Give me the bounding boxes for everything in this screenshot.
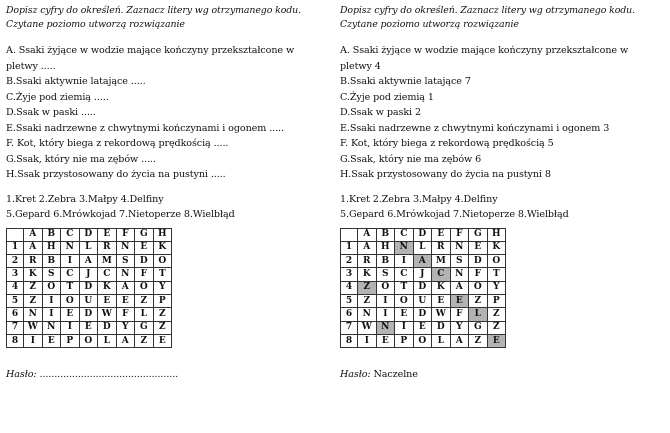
grid-cell: D	[413, 308, 432, 321]
grid-cell: O	[61, 294, 80, 307]
answer-blank: .....	[130, 76, 146, 87]
grid-cell: I	[358, 334, 377, 347]
options-list	[340, 192, 666, 223]
grid-cell: C	[98, 268, 117, 281]
question-text: C.Żyje pod ziemią	[6, 91, 91, 103]
grid-column-header: G	[469, 228, 488, 241]
grid-cell: N	[450, 268, 469, 281]
grid-cell: Y	[116, 321, 135, 334]
grid-column-header: H	[487, 228, 506, 241]
grid-column-header: C	[61, 228, 80, 241]
answer-number: 6	[475, 153, 482, 165]
question-text: F. Kot, który biega z rekordową prędkością	[340, 138, 545, 149]
grid-cell: E	[116, 294, 135, 307]
question-text: pletwy	[340, 60, 372, 72]
question-item	[340, 167, 666, 183]
grid-cell: Z	[24, 281, 43, 294]
worksheet	[6, 4, 328, 383]
grid-cell: E	[98, 294, 117, 307]
grid-cell: R	[98, 241, 117, 254]
question-item	[340, 121, 666, 137]
grid-cell: O	[469, 281, 488, 294]
grid-cell: I	[61, 255, 80, 268]
grid-cell: E	[153, 334, 172, 347]
grid-cell: C	[395, 268, 414, 281]
question-item	[6, 74, 328, 90]
grid-cell: Y	[450, 321, 469, 334]
grid-cell: J	[413, 268, 432, 281]
grid-row-header: 3	[341, 268, 358, 281]
grid-cell: K	[358, 268, 377, 281]
grid-row	[341, 281, 506, 294]
grid-row	[7, 294, 172, 307]
grid-cell: Z	[153, 321, 172, 334]
grid-cell: T	[153, 268, 172, 281]
question-text: E.Ssaki nadrzewne z chwytnymi kończynami i ogonem	[6, 122, 267, 134]
grid-column-header: F	[116, 228, 135, 241]
grid-cell: Z	[153, 308, 172, 321]
grid-cell: G	[469, 321, 488, 334]
grid-row-header: 8	[7, 334, 24, 347]
grid-cell: L	[432, 334, 451, 347]
grid-cell: N	[358, 308, 377, 321]
instructions	[6, 4, 328, 32]
grid-row-header: 7	[7, 321, 24, 334]
grid-cell: W	[432, 308, 451, 321]
instruction-line: Dopisz cyfry do określeń. Zaznacz litery wg otrzymanego kodu.	[6, 5, 301, 16]
grid-cell: K	[24, 268, 43, 281]
grid-cell: A	[116, 281, 135, 294]
question-item	[6, 43, 328, 59]
grid-cell: Z	[487, 308, 506, 321]
grid-cell: O	[135, 281, 154, 294]
grid-row	[7, 241, 172, 254]
grid-row-header: 4	[341, 281, 358, 294]
grid-cell-highlighted: N	[376, 321, 395, 334]
grid-cell-highlighted: E	[487, 334, 506, 347]
grid-cell: N	[42, 321, 61, 334]
question-item	[6, 59, 328, 75]
grid-row	[7, 334, 172, 347]
grid-cell: W	[24, 321, 43, 334]
question-text: B.Ssaki aktywnie latające	[340, 76, 462, 87]
grid-cell: E	[135, 241, 154, 254]
question-item	[6, 105, 328, 121]
grid-cell: Z	[487, 321, 506, 334]
grid-row	[341, 255, 506, 268]
grid-cell: O	[376, 281, 395, 294]
grid-cell: F	[116, 308, 135, 321]
grid-cell: E	[469, 241, 488, 254]
question-text: A. Ssaki żyjące w wodzie mające kończyny przekształcone w	[6, 45, 295, 56]
grid-cell: B	[42, 255, 61, 268]
grid-column-header: F	[450, 228, 469, 241]
grid-cell: E	[395, 308, 414, 321]
grid-cell: K	[487, 241, 506, 254]
question-list	[340, 43, 666, 183]
question-item	[6, 136, 328, 152]
grid-cell: Z	[469, 334, 488, 347]
options-line: 5.Gepard 6.Mrówkojad 7.Nietoperze 8.Wielbłąd	[340, 209, 569, 220]
grid-column-header: D	[413, 228, 432, 241]
grid-cell: O	[487, 255, 506, 268]
grid-column-header: H	[153, 228, 172, 241]
answer-blank: .....	[80, 107, 96, 118]
grid-column-header: A	[358, 228, 377, 241]
grid-cell: F	[469, 268, 488, 281]
password-blank: ...............................................	[39, 369, 179, 381]
question-item	[340, 136, 666, 152]
question-item	[340, 43, 666, 59]
grid-row	[7, 268, 172, 281]
grid-cell: A	[358, 241, 377, 254]
grid-cell: P	[487, 294, 506, 307]
grid-row-header: 3	[7, 268, 24, 281]
answer-blank: .....	[93, 91, 109, 103]
grid-cell-highlighted: N	[395, 241, 414, 254]
question-item	[6, 90, 328, 106]
question-list	[6, 43, 328, 183]
options-list	[6, 192, 328, 223]
grid-cell: G	[135, 321, 154, 334]
question-text: G.Ssak, który nie ma zębów	[6, 153, 139, 165]
instructions	[340, 4, 666, 32]
question-text: H.Ssak przystosowany do życia na pustyni	[6, 169, 208, 180]
grid-cell: D	[79, 281, 98, 294]
grid-cell: I	[61, 321, 80, 334]
question-text: A. Ssaki żyjące w wodzie mające kończyny przekształcone w	[340, 45, 629, 56]
instruction-line: Czytane poziomo utworzą rozwiązanie	[6, 19, 185, 30]
grid-cell: O	[413, 334, 432, 347]
grid-cell: S	[376, 268, 395, 281]
grid-cell-highlighted: A	[413, 255, 432, 268]
grid-cell: K	[98, 281, 117, 294]
grid-row-header: 6	[7, 308, 24, 321]
grid-cell: Z	[469, 294, 488, 307]
grid-cell: K	[153, 241, 172, 254]
instruction-line: Czytane poziomo utworzą rozwiązanie	[340, 19, 519, 30]
grid-cell: N	[450, 241, 469, 254]
grid-row	[7, 321, 172, 334]
grid-cell: U	[413, 294, 432, 307]
question-text: C.Żyje pod ziemią	[340, 91, 425, 103]
grid-cell: M	[98, 255, 117, 268]
grid-cell: E	[79, 321, 98, 334]
grid-cell: I	[42, 308, 61, 321]
answer-blank: .....	[141, 153, 156, 165]
grid-cell: E	[432, 294, 451, 307]
grid-row-header: 1	[341, 241, 358, 254]
grid-cell: T	[487, 268, 506, 281]
grid-cell-highlighted: L	[469, 308, 488, 321]
grid-row	[7, 308, 172, 321]
grid-row-header: 2	[341, 255, 358, 268]
question-item	[340, 74, 666, 90]
grid-row	[341, 321, 506, 334]
grid-row-header: 8	[341, 334, 358, 347]
grid-cell: I	[395, 255, 414, 268]
question-text: F. Kot, który biega z rekordową prędkością	[6, 138, 211, 149]
grid-cell: A	[79, 255, 98, 268]
grid-cell: S	[450, 255, 469, 268]
grid-cell: L	[135, 308, 154, 321]
grid-cell: M	[432, 255, 451, 268]
grid-cell: N	[24, 308, 43, 321]
grid-cell: I	[376, 308, 395, 321]
grid-row-header: 6	[341, 308, 358, 321]
instruction-line: Dopisz cyfry do określeń. Zaznacz litery wg otrzymanego kodu.	[340, 5, 635, 16]
grid-cell: E	[61, 308, 80, 321]
grid-cell: O	[395, 294, 414, 307]
options-line: 5.Gepard 6.Mrówkojad 7.Nietoperze 8.Wielbłąd	[6, 209, 235, 220]
grid-cell: R	[358, 255, 377, 268]
grid-row-header: 4	[7, 281, 24, 294]
grid-cell: I	[376, 294, 395, 307]
grid-row-header: 7	[341, 321, 358, 334]
grid-cell: Z	[358, 294, 377, 307]
grid-column-header: B	[42, 228, 61, 241]
grid-column-header: B	[376, 228, 395, 241]
grid-cell: D	[135, 255, 154, 268]
grid-cell: L	[79, 241, 98, 254]
grid-cell: F	[450, 308, 469, 321]
question-item	[6, 167, 328, 183]
grid-row	[7, 255, 172, 268]
question-text: H.Ssak przystosowany do życia na pustyni	[340, 169, 542, 180]
answer-number: 3	[603, 122, 610, 134]
grid-cell: O	[42, 281, 61, 294]
grid-header-row	[7, 228, 172, 241]
grid-cell-highlighted: Z	[358, 281, 377, 294]
grid-cell: A	[450, 334, 469, 347]
grid-cell: A	[24, 241, 43, 254]
grid-cell: J	[79, 268, 98, 281]
grid-cell: T	[395, 281, 414, 294]
question-item	[340, 152, 666, 168]
options-line: 1.Kret 2.Zebra 3.Małpy 4.Delfiny	[340, 193, 498, 205]
password-line	[6, 367, 328, 383]
grid-cell: C	[61, 268, 80, 281]
grid-cell: T	[61, 281, 80, 294]
password-line	[340, 367, 666, 383]
options-line: 1.Kret 2.Zebra 3.Małpy 4.Delfiny	[6, 193, 164, 205]
grid-row	[341, 241, 506, 254]
grid-cell: B	[376, 255, 395, 268]
grid-cell: R	[24, 255, 43, 268]
grid-cell: D	[79, 308, 98, 321]
grid-column-header: E	[432, 228, 451, 241]
grid-row-header: 5	[341, 294, 358, 307]
grid-row	[7, 281, 172, 294]
grid-column-header: C	[395, 228, 414, 241]
grid-cell: D	[432, 321, 451, 334]
grid-cell: Y	[153, 281, 172, 294]
grid-cell-highlighted: E	[450, 294, 469, 307]
answer-number: 5	[547, 138, 554, 149]
grid-cell: A	[450, 281, 469, 294]
answer-blank: .....	[40, 60, 56, 72]
grid-cell: N	[61, 241, 80, 254]
grid-corner	[7, 228, 24, 241]
answer-number: 1	[427, 91, 434, 103]
grid-cell: U	[79, 294, 98, 307]
grid-column-header: D	[79, 228, 98, 241]
grid-cell: E	[376, 334, 395, 347]
question-text: D.Ssak w paski	[6, 107, 79, 118]
grid-cell: Z	[135, 294, 154, 307]
grid-cell: O	[79, 334, 98, 347]
grid-cell: S	[42, 268, 61, 281]
grid-cell: R	[432, 241, 451, 254]
grid-cell: Y	[487, 281, 506, 294]
grid-cell: P	[61, 334, 80, 347]
grid-cell: H	[376, 241, 395, 254]
grid-column-header: E	[98, 228, 117, 241]
question-text: E.Ssaki nadrzewne z chwytnymi kończynami i ogonem	[340, 122, 601, 134]
grid-corner	[341, 228, 358, 241]
grid-row	[341, 294, 506, 307]
grid-row-header: 5	[7, 294, 24, 307]
grid-cell: D	[413, 281, 432, 294]
grid-cell: H	[42, 241, 61, 254]
grid-cell: P	[395, 334, 414, 347]
grid-cell: D	[98, 321, 117, 334]
grid-cell: I	[395, 321, 414, 334]
grid-cell: N	[116, 268, 135, 281]
grid-row-header: 2	[7, 255, 24, 268]
grid-cell: F	[135, 268, 154, 281]
answer-blank: .....	[269, 122, 284, 134]
question-text: B.Ssaki aktywnie latające	[6, 76, 128, 87]
question-text: G.Ssak, który nie ma zębów	[340, 153, 473, 165]
grid-row	[341, 268, 506, 281]
grid-cell: O	[153, 255, 172, 268]
grid-cell: I	[24, 334, 43, 347]
grid-row-header: 1	[7, 241, 24, 254]
question-item	[340, 59, 666, 75]
question-text: pletwy	[6, 60, 38, 72]
answer-number: 7	[464, 76, 471, 87]
grid-row	[341, 308, 506, 321]
answer-number: 8	[544, 169, 551, 180]
question-item	[6, 121, 328, 137]
question-item	[6, 152, 328, 168]
grid-cell: Z	[24, 294, 43, 307]
grid-cell: Z	[135, 334, 154, 347]
question-text: D.Ssak w paski	[340, 107, 413, 118]
question-item	[340, 105, 666, 121]
grid-cell: D	[469, 255, 488, 268]
grid-column-header: G	[135, 228, 154, 241]
grid-cell: K	[432, 281, 451, 294]
answer-blank: .....	[210, 169, 226, 180]
password-answer: Naczelne	[373, 369, 418, 381]
grid-cell: P	[153, 294, 172, 307]
grid-cell: L	[413, 241, 432, 254]
grid-row	[341, 334, 506, 347]
question-item	[340, 90, 666, 106]
grid-cell: E	[42, 334, 61, 347]
grid-cell: I	[42, 294, 61, 307]
grid-cell: W	[358, 321, 377, 334]
grid-cell: A	[116, 334, 135, 347]
worksheet-blank	[6, 4, 328, 383]
grid-cell: S	[116, 255, 135, 268]
grid-column-header: A	[24, 228, 43, 241]
answer-number: 4	[374, 60, 381, 72]
password-label: Hasło:	[6, 369, 37, 381]
grid-cell: E	[413, 321, 432, 334]
answer-number: 2	[414, 107, 421, 118]
password-label: Hasło:	[340, 369, 371, 381]
grid-cell: L	[98, 334, 117, 347]
grid-header-row	[341, 228, 506, 241]
grid-cell: N	[116, 241, 135, 254]
worksheet-solved	[340, 4, 666, 383]
answer-blank: .....	[213, 138, 229, 149]
letter-grid	[6, 228, 172, 349]
worksheet	[340, 4, 666, 383]
grid-cell: W	[98, 308, 117, 321]
grid-cell-highlighted: C	[432, 268, 451, 281]
letter-grid	[340, 228, 506, 349]
